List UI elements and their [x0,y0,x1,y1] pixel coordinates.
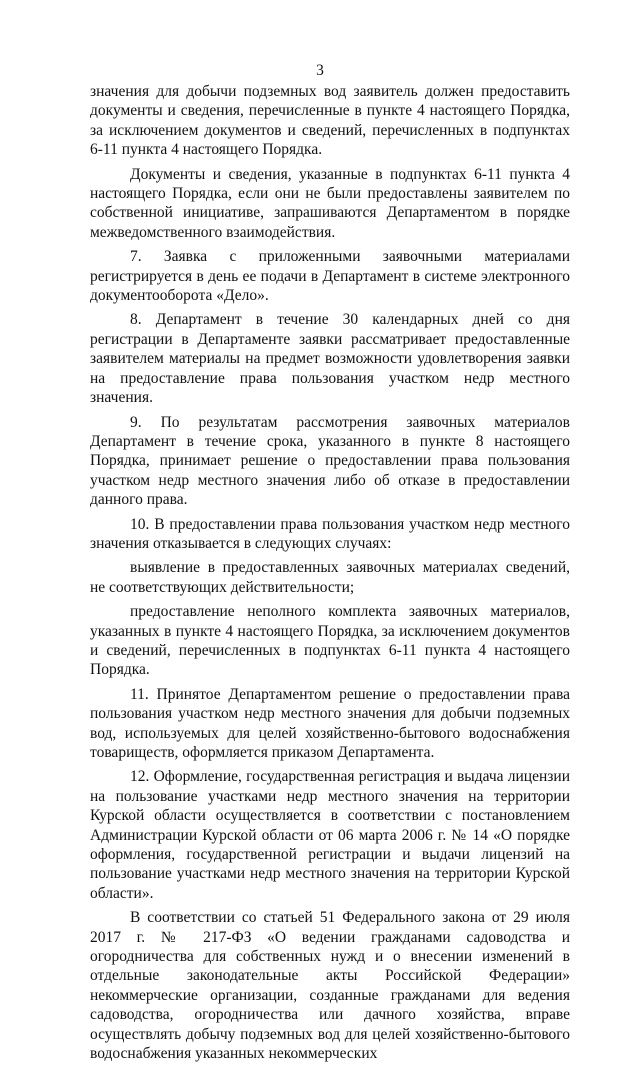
paragraph-item-11: 11. Принятое Департаментом решение о предоставлении права пользования участком недр местного значения для добычи подземных вод, используемых для целей хозяйственно-бытового водоснабжения товариществ, оформляется приказом Департамента. [90,685,570,761]
paragraph-refusal-reason-1: выявление в предоставленных заявочных материалах сведений, не соответствующих действительности; [90,559,570,596]
paragraph-continuation: значения для добычи подземных вод заявитель должен предоставить документы и сведения, перечисленные в пункте 4 настоящего Порядка, за исключением документов и сведений, перечисленных в подпунктах 6-11 пункта 4 настоящего Порядка. [90,83,570,159]
paragraph-documents-request: Документы и сведения, указанные в подпунктах 6-11 пункта 4 настоящего Порядка, если они не были предоставлены заявителем по собственной инициативе, запрашиваются Департаментом в порядке межведомственного взаимодействия. [90,165,570,241]
paragraph-item-12: 12. Оформление, государственная регистрация и выдача лицензии на пользование участками недр местного значения на территории Курской области осуществляется в соответствии с постановлением Администрации Курской области от 06 марта 2006 г. № 14 «О порядке оформления, государственной регистрации и выдачи лицензий на пользование участками недр местного значения на территории Курской области». [90,768,570,902]
paragraph-item-8: 8. Департамент в течение 30 календарных дней со дня регистрации в Департаменте заявки рассматривает предоставленные заявителем материалы на предмет возможности удовлетворения заявки на предоставление права пользования участком недр местного значения. [90,311,570,407]
paragraph-federal-law: В соответствии со статьей 51 Федерального закона от 29 июля 2017 г. № 217-ФЗ «О ведении гражданами садоводства и огородничества для собственных нужд и о внесении изменений в отдельные законодательные акты Российской Федерации» некоммерческие организации, созданные гражданами для ведения садоводства, огородничества или дачного хозяйства, вправе осуществлять добычу подземных вод для целей хозяйственно-бытового водоснабжения указанных некоммерческих [90,909,570,1063]
document-body [90,82,570,1069]
page-number: 3 [316,62,324,79]
paragraph-refusal-reason-2: предоставление неполного комплекта заявочных материалов, указанных в пункте 4 настоящего Порядка, за исключением документов и сведений, перечисленных в подпунктах 6-11 пункта 4 настоящего Порядка. [90,603,570,679]
paragraph-item-7: 7. Заявка с приложенными заявочными материалами регистрируется в день ее подачи в Департамент в системе электронного документооборота «Дело». [90,248,570,305]
paragraph-item-9: 9. По результатам рассмотрения заявочных материалов Департамент в течение срока, указанного в пункте 8 настоящего Порядка, принимает решение о предоставлении права пользования участком недр местного значения либо об отказе в предоставлении данного права. [90,413,570,509]
paragraph-item-10: 10. В предоставлении права пользования участком недр местного значения отказывается в следующих случаях: [90,515,570,552]
